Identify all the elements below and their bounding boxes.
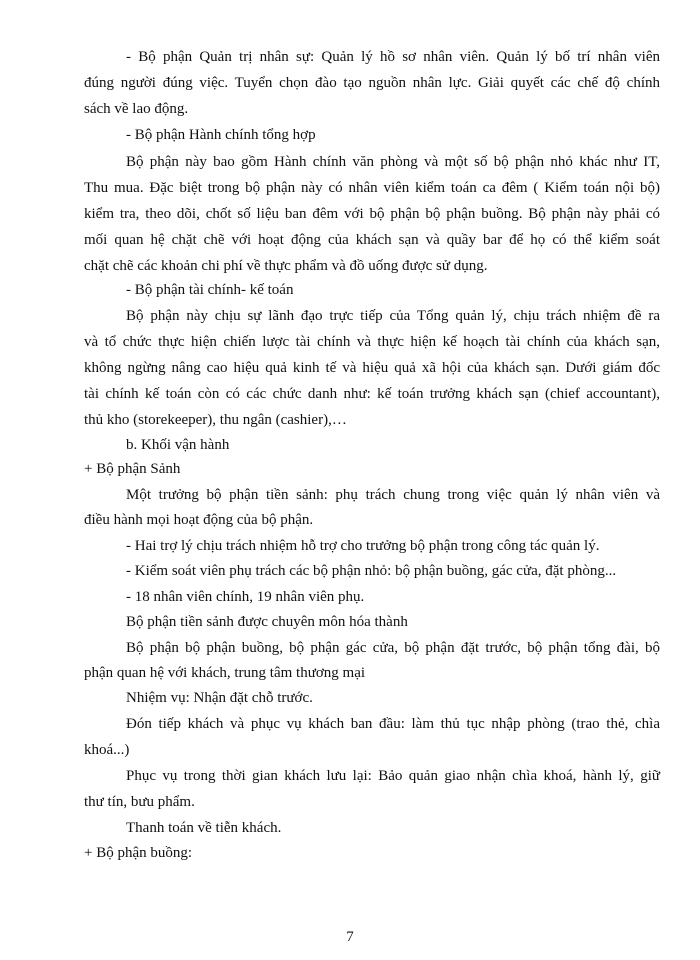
text-line: Bộ phận tiền sảnh được chuyên môn hóa thành <box>126 614 408 630</box>
text-line: Thu mua. Đặc biệt trong bộ phận này có nhân viên kiểm toán ca đêm ( Kiểm toán nội bộ) <box>84 180 660 196</box>
text-line: không ngừng nâng cao hiệu quả kinh tế và hiệu quả xã hội của khách sạn. Dưới giám đốc <box>84 360 660 376</box>
text-line: - Kiểm soát viên phụ trách các bộ phận nhỏ: bộ phận buồng, gác cửa, đặt phòng... <box>126 563 617 579</box>
section-heading: + Bộ phận Sảnh <box>84 461 181 477</box>
text-line: khoá...) <box>84 742 130 758</box>
text-line: phận quan hệ với khách, trung tâm thương mại <box>84 665 366 681</box>
text-line: và tổ chức thực hiện chiến lược tài chính và thực hiện kế hoạch tài chính của khách sạn, <box>84 334 660 350</box>
text-line: - Hai trợ lý chịu trách nhiệm hỗ trợ cho trưởng bộ phận trong công tác quản lý. <box>126 538 600 554</box>
text-line: tài chính kế toán còn có các chức danh như: kế toán trưởng khách sạn (chief accountant), <box>84 386 660 402</box>
section-heading: b. Khối vận hành <box>126 437 230 453</box>
text-line: Bộ phận này bao gồm Hành chính văn phòng và một số bộ phận nhỏ khác như IT, <box>126 154 660 170</box>
text-line: - Bộ phận Quản trị nhân sự: Quản lý hồ sơ nhân viên. Quản lý bố trí nhân viên <box>126 49 660 65</box>
text-line: chặt chẽ các khoản chi phí về thực phẩm và đồ uống được sử dụng. <box>84 258 488 274</box>
text-line: thư tín, bưu phẩm. <box>84 794 195 810</box>
text-line: Thanh toán về tiễn khách. <box>126 820 282 836</box>
page-number: 7 <box>346 929 354 945</box>
section-heading: - Bộ phận Hành chính tổng hợp <box>126 127 316 143</box>
text-line: Một trưởng bộ phận tiền sảnh: phụ trách chung trong việc quản lý nhân viên và <box>126 487 660 503</box>
text-line: sách về lao động. <box>84 101 189 117</box>
text-line: Phục vụ trong thời gian khách lưu lại: Bảo quản giao nhận chìa khoá, hành lý, giữ <box>126 768 660 784</box>
text-line: - 18 nhân viên chính, 19 nhân viên phụ. <box>126 589 365 605</box>
text-line: mối quan hệ chặt chẽ với hoạt động của khách sạn và quầy bar để họ có thể kiểm soát <box>84 232 660 248</box>
section-heading: - Bộ phận tài chính- kế toán <box>126 282 294 298</box>
text-line: kiểm tra, theo dõi, chốt số liệu ban đêm với bộ phận bộ phận buồng. Bộ phận này phải có <box>84 206 660 222</box>
text-line: điều hành mọi hoạt động của bộ phận. <box>84 512 314 528</box>
text-line: đúng người đúng việc. Tuyển chọn đào tạo nguồn nhân lực. Giải quyết các chế độ chính <box>84 75 660 91</box>
text-line: Nhiệm vụ: Nhận đặt chỗ trước. <box>126 690 313 706</box>
text-line: Bộ phận này chịu sự lãnh đạo trực tiếp của Tổng quản lý, chịu trách nhiệm đề ra <box>126 308 660 324</box>
text-line: thủ kho (storekeeper), thu ngân (cashier),… <box>84 412 347 428</box>
text-line: Bộ phận bộ phận buồng, bộ phận gác cửa, bộ phận đặt trước, bộ phận tổng đài, bộ <box>126 640 660 656</box>
section-heading: + Bộ phận buồng: <box>84 845 193 861</box>
text-line: Đón tiếp khách và phục vụ khách ban đầu: làm thủ tục nhập phòng (trao thẻ, chìa <box>126 716 660 732</box>
